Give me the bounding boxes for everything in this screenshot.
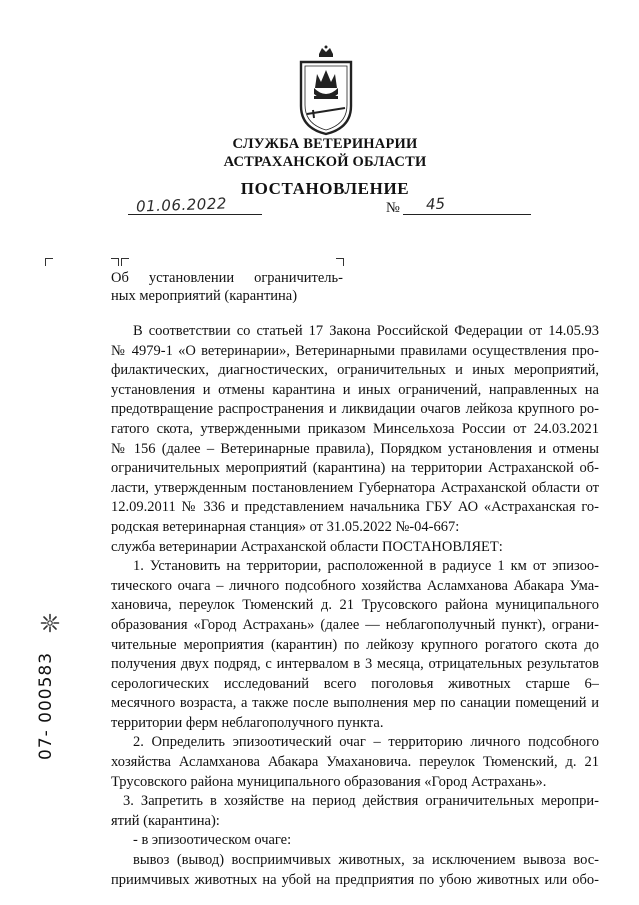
body-line: - в эпизоотическом очаге: [133,832,292,849]
document-body [111,322,599,890]
number-underline [403,214,531,215]
body-line: образования «Город Астрахань» (далее — неблагополучный пункт), ограни- [111,616,599,633]
organization-name-line1: СЛУЖБА ВЕТЕРИНАРИИ [232,136,418,152]
body-line: 12.09.2011 № 336 и представлением начальника ГБУ АО «Астраханская го- [111,499,599,516]
document-date: 01.06.2022 [135,194,228,216]
body-line: ласти, утвержденным постановлением Губернатора Астраханской области от [111,479,599,496]
corner-bracket-inner-left [111,258,119,266]
body-line: хозяйства Асламханова Абакара Умахановича. переулок Тюменский, д. 21 [111,754,599,771]
coat-of-arms-emblem [297,44,355,136]
corner-bracket-left [45,258,53,266]
body-line: предотвращение распространения и ликвидации очагов лейкоза крупного ро- [111,401,599,418]
body-line: В соответствии со статьей 17 Закона Российской Федерации от 14.05.93 [133,323,599,339]
subject-line1: Об установлении ограничитель- [111,270,343,286]
subject-line2: ных мероприятий (карантина) [111,288,298,304]
organization-name-line2: АСТРАХАНСКОЙ ОБЛАСТИ [223,154,427,170]
corner-bracket-inner-right [121,258,129,266]
body-line: № 4979-1 «О ветеринарии», Ветеринарными правилами осуществления про- [111,342,599,359]
body-line: родская ветеринарная станция» от 31.05.2022 №-04-667: [111,518,460,535]
body-line: чительные мероприятия (карантин) по лейкозу крупного рогатого скота до [111,636,599,653]
body-line: 2. Определить эпизоотический очаг – территорию личного подсобного [133,734,599,751]
document-title: ПОСТАНОВЛЕНИЕ [240,179,410,198]
body-line: служба ветеринарии Астраханской области ПОСТАНОВЛЯЕТ: [111,538,503,555]
body-line: месячного возраста, а также после выполнения мер по санации помещений и [111,695,599,712]
body-line: тического очага – личного подсобного хозяйства Асламханова Абакара Ума- [111,577,599,594]
body-line: ограничительных мероприятий (карантина) на территории Астраханской об- [111,460,599,477]
body-line: ятий (карантина): [111,812,220,829]
number-label: № [386,200,400,216]
body-line: филактических, диагностических, ограничительных и иных мероприятий, [111,362,599,379]
flower-stamp-icon [40,613,60,633]
body-line: серологических исследований всего поголовья животных старше 6– [111,675,599,692]
body-line: вывоз (вывод) восприимчивых животных, за исключением вывоза вос- [133,852,599,869]
body-line: гатого скота, утвержденными приказом Минсельхоза России от 24.03.2021 [111,420,599,437]
body-line: получения двух подряд, с интервалом в 3 месяца, отрицательных результатов [111,656,599,673]
body-line: приимчивых животных на убой на предприятия по убою животных или обо- [111,871,599,888]
document-number: 45 [425,194,446,214]
date-underline [128,214,262,215]
document-subject [111,269,343,305]
body-line: территории ферм неблагополучного пункта. [111,714,384,731]
body-line: Трусовского района муниципального образования «Город Астрахань». [111,773,547,790]
body-line: 1. Установить на территории, расположенной в радиусе 1 км от эпизоо- [133,558,599,575]
body-line: установления и отмены карантина и иных ограничений, направленных на [111,381,599,398]
corner-bracket-right [336,258,344,266]
body-line: № 156 (далее – Ветеринарные правила), Порядком установления и отмены [111,440,599,457]
body-line: хановича, переулок Тюменский д. 21 Трусовского района муниципального [111,597,599,614]
body-line: 3. Запретить в хозяйстве на период действия ограничительных меропри- [123,793,599,810]
